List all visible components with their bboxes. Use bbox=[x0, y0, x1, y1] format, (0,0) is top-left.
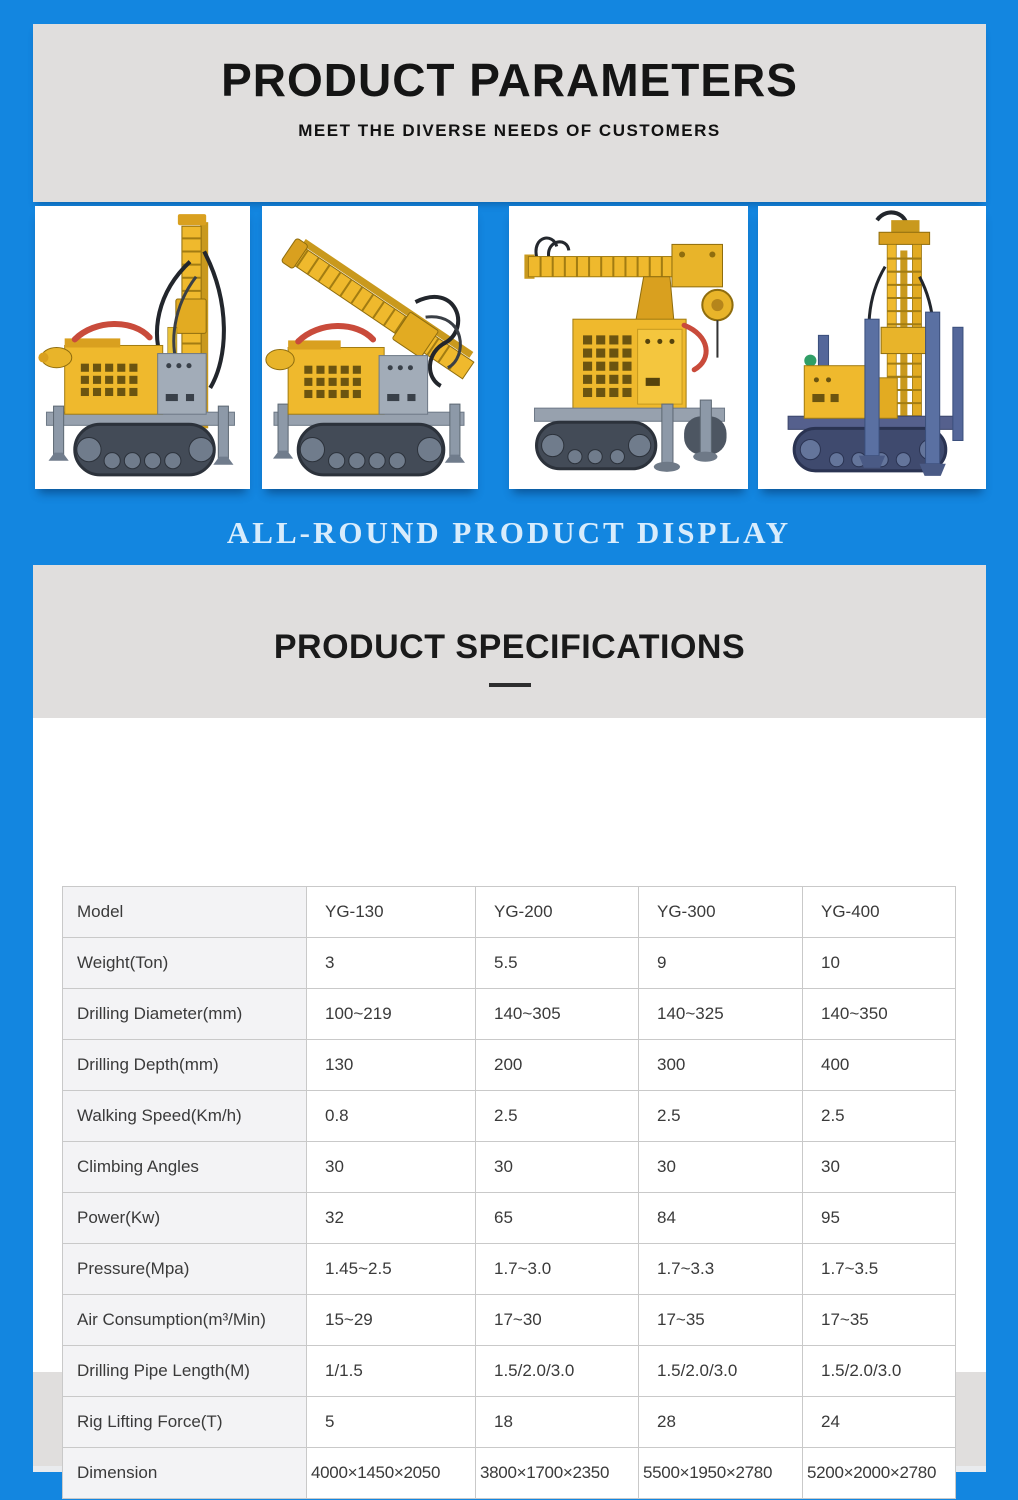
product-image-2 bbox=[262, 206, 478, 489]
spec-cell: 140~350 bbox=[803, 989, 956, 1040]
spec-row-label: Model bbox=[63, 887, 307, 938]
spec-table-row bbox=[63, 989, 956, 1040]
spec-cell: 24 bbox=[803, 1397, 956, 1448]
spec-table-row bbox=[63, 1091, 956, 1142]
spec-cell: 30 bbox=[307, 1142, 476, 1193]
spec-row-label: Power(Kw) bbox=[63, 1193, 307, 1244]
table-background bbox=[33, 718, 986, 1482]
spec-cell: 15~29 bbox=[307, 1295, 476, 1346]
page-title: PRODUCT PARAMETERS bbox=[221, 54, 798, 106]
drilling-rig-horizontal-boom-icon bbox=[509, 206, 748, 489]
spec-table-row bbox=[63, 938, 956, 989]
spec-table-row bbox=[63, 1244, 956, 1295]
spec-cell: 2.5 bbox=[803, 1091, 956, 1142]
spec-cell: YG-130 bbox=[307, 887, 476, 938]
spec-cell: YG-300 bbox=[639, 887, 803, 938]
product-image-1 bbox=[35, 206, 250, 489]
title-underline-dash bbox=[489, 683, 531, 687]
spec-cell: 18 bbox=[476, 1397, 639, 1448]
spec-table-body bbox=[63, 887, 956, 1499]
spec-cell: 4000×1450×2050 bbox=[307, 1448, 476, 1499]
spec-cell: 1.45~2.5 bbox=[307, 1244, 476, 1295]
spec-cell: 17~30 bbox=[476, 1295, 639, 1346]
spec-cell: 3 bbox=[307, 938, 476, 989]
spec-cell: 30 bbox=[476, 1142, 639, 1193]
page-subtitle: MEET THE DIVERSE NEEDS OF CUSTOMERS bbox=[298, 121, 721, 140]
header-panel bbox=[33, 24, 986, 202]
spec-cell: 1.7~3.3 bbox=[639, 1244, 803, 1295]
spec-cell: 17~35 bbox=[803, 1295, 956, 1346]
specifications-section bbox=[33, 565, 986, 1482]
spec-cell: 400 bbox=[803, 1040, 956, 1091]
spec-row-label: Rig Lifting Force(T) bbox=[63, 1397, 307, 1448]
spec-table-row bbox=[63, 887, 956, 938]
spec-row-label: Drilling Depth(mm) bbox=[63, 1040, 307, 1091]
spec-cell: 32 bbox=[307, 1193, 476, 1244]
spec-cell: 65 bbox=[476, 1193, 639, 1244]
spec-cell: 100~219 bbox=[307, 989, 476, 1040]
spec-table-row bbox=[63, 1397, 956, 1448]
spec-cell: 0.8 bbox=[307, 1091, 476, 1142]
spec-table-row bbox=[63, 1346, 956, 1397]
drilling-rig-vertical-mast-jacks-icon bbox=[758, 206, 986, 489]
spec-cell: 9 bbox=[639, 938, 803, 989]
spec-cell: 95 bbox=[803, 1193, 956, 1244]
spec-cell: 28 bbox=[639, 1397, 803, 1448]
spec-cell: 30 bbox=[803, 1142, 956, 1193]
spec-table-row bbox=[63, 1142, 956, 1193]
spec-table-row bbox=[63, 1040, 956, 1091]
spec-cell: 5500×1950×2780 bbox=[639, 1448, 803, 1499]
specifications-title: PRODUCT SPECIFICATIONS bbox=[273, 628, 746, 666]
spec-cell: 1.5/2.0/3.0 bbox=[639, 1346, 803, 1397]
spec-row-label: Drilling Pipe Length(M) bbox=[63, 1346, 307, 1397]
spec-row-label: Dimension bbox=[63, 1448, 307, 1499]
spec-table-row bbox=[63, 1448, 956, 1499]
spec-row-label: Pressure(Mpa) bbox=[63, 1244, 307, 1295]
spec-cell: 1/1.5 bbox=[307, 1346, 476, 1397]
spec-row-label: Climbing Angles bbox=[63, 1142, 307, 1193]
spec-cell: 1.7~3.0 bbox=[476, 1244, 639, 1295]
spec-cell: 140~325 bbox=[639, 989, 803, 1040]
spec-cell: 200 bbox=[476, 1040, 639, 1091]
spec-row-label: Walking Speed(Km/h) bbox=[63, 1091, 307, 1142]
spec-row-label: Weight(Ton) bbox=[63, 938, 307, 989]
spec-row-label: Drilling Diameter(mm) bbox=[63, 989, 307, 1040]
spec-cell: 30 bbox=[639, 1142, 803, 1193]
spec-cell: 5 bbox=[307, 1397, 476, 1448]
spec-cell: 300 bbox=[639, 1040, 803, 1091]
spec-cell: 1.5/2.0/3.0 bbox=[803, 1346, 956, 1397]
spec-cell: 1.5/2.0/3.0 bbox=[476, 1346, 639, 1397]
product-image-3 bbox=[509, 206, 748, 489]
specifications-table bbox=[62, 886, 956, 1499]
spec-cell: 1.7~3.5 bbox=[803, 1244, 956, 1295]
product-image-4 bbox=[758, 206, 986, 489]
spec-cell: 3800×1700×2350 bbox=[476, 1448, 639, 1499]
spec-cell: 5200×2000×2780 bbox=[803, 1448, 956, 1499]
spec-cell: YG-400 bbox=[803, 887, 956, 938]
spec-cell: YG-200 bbox=[476, 887, 639, 938]
spec-table-row bbox=[63, 1193, 956, 1244]
spec-cell: 84 bbox=[639, 1193, 803, 1244]
spec-cell: 140~305 bbox=[476, 989, 639, 1040]
spec-cell: 10 bbox=[803, 938, 956, 989]
all-round-display-banner: ALL-ROUND PRODUCT DISPLAY bbox=[226, 515, 792, 550]
spec-cell: 2.5 bbox=[639, 1091, 803, 1142]
spec-cell: 17~35 bbox=[639, 1295, 803, 1346]
spec-table-row bbox=[63, 1295, 956, 1346]
drilling-rig-inclined-mast-icon bbox=[262, 206, 478, 489]
spec-cell: 2.5 bbox=[476, 1091, 639, 1142]
spec-cell: 5.5 bbox=[476, 938, 639, 989]
drilling-rig-side-vertical-mast-icon bbox=[35, 206, 250, 489]
spec-cell: 130 bbox=[307, 1040, 476, 1091]
spec-row-label: Air Consumption(m³/Min) bbox=[63, 1295, 307, 1346]
